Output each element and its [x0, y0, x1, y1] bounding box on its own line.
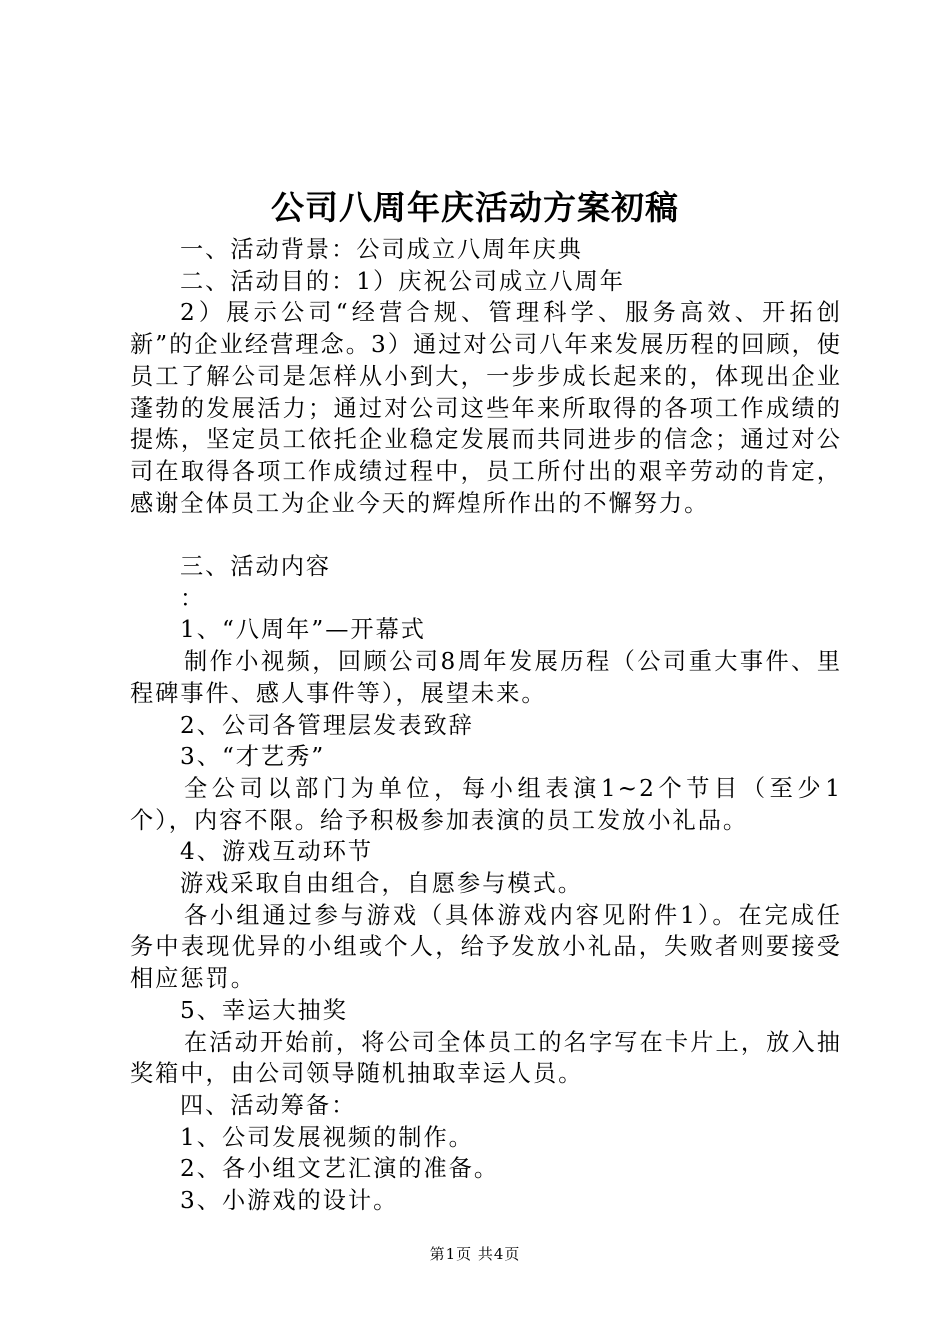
prep-performance: 2、各小组文艺汇演的准备。	[180, 1155, 500, 1183]
item-speech: 2、公司各管理层发表致辞	[180, 711, 474, 739]
document-body	[130, 234, 842, 1217]
item-talent-show-detail: 全公司以部门为单位，每小组表演1~2个节目（至少1个），内容不限。给予积极参加表演的员工发放小礼品。	[130, 774, 842, 834]
page-number: 第1页 共4页	[429, 1245, 521, 1263]
item-opening-detail: 制作小视频，回顾公司8周年发展历程（公司重大事件、里程碑事件、感人事件等），展望未来。	[130, 648, 842, 707]
heading-colon: ：	[180, 584, 206, 612]
item-games-detail: 各小组通过参与游戏（具体游戏内容见附件1）。在完成任务中表现优异的小组或个人，给予发放小礼品，失败者则要接受相应惩罚。	[130, 901, 842, 993]
paragraph-purpose-detail: 2）展示公司“经营合规、管理科学、服务高效、开拓创新”的企业经营理念。3）通过对公司八年来发展历程的回顾，使员工了解公司是怎样从小到大，一步步成长起来的，体现出企业蓬勃的发展活力；通过对公司这些年来所取得的各项工作成绩的提炼，坚定员工依托企业稳定发展而共同进步的信念；通过对公司在取得各项工作成绩过程中，员工所付出的艰辛劳动的肯定，感谢全体员工为企业今天的辉煌所作出的不懈努力。	[130, 299, 842, 517]
paragraph-spacer	[130, 519, 842, 551]
paragraph-purpose: 二、活动目的：1）庆祝公司成立八周年	[180, 267, 625, 295]
heading-content: 三、活动内容	[180, 553, 332, 581]
item-lottery: 5、幸运大抽奖	[180, 996, 348, 1024]
item-games-mode: 游戏采取自由组合，自愿参与模式。	[180, 870, 583, 898]
prep-games: 3、小游戏的设计。	[180, 1187, 399, 1215]
item-talent-show: 3、“才艺秀”	[180, 743, 326, 771]
heading-preparation: 四、活动筹备：	[180, 1091, 357, 1119]
item-opening: 1、“八周年”—开幕式	[180, 616, 426, 644]
prep-video: 1、公司发展视频的制作。	[180, 1123, 474, 1151]
document-title: 公司八周年庆活动方案初稿	[271, 188, 679, 227]
paragraph-background: 一、活动背景：公司成立八周年庆典	[180, 236, 583, 263]
item-lottery-detail: 在活动开始前，将公司全体员工的名字写在卡片上，放入抽奖箱中，由公司领导随机抽取幸运人员。	[130, 1028, 842, 1088]
item-games: 4、游戏互动环节	[180, 838, 374, 866]
